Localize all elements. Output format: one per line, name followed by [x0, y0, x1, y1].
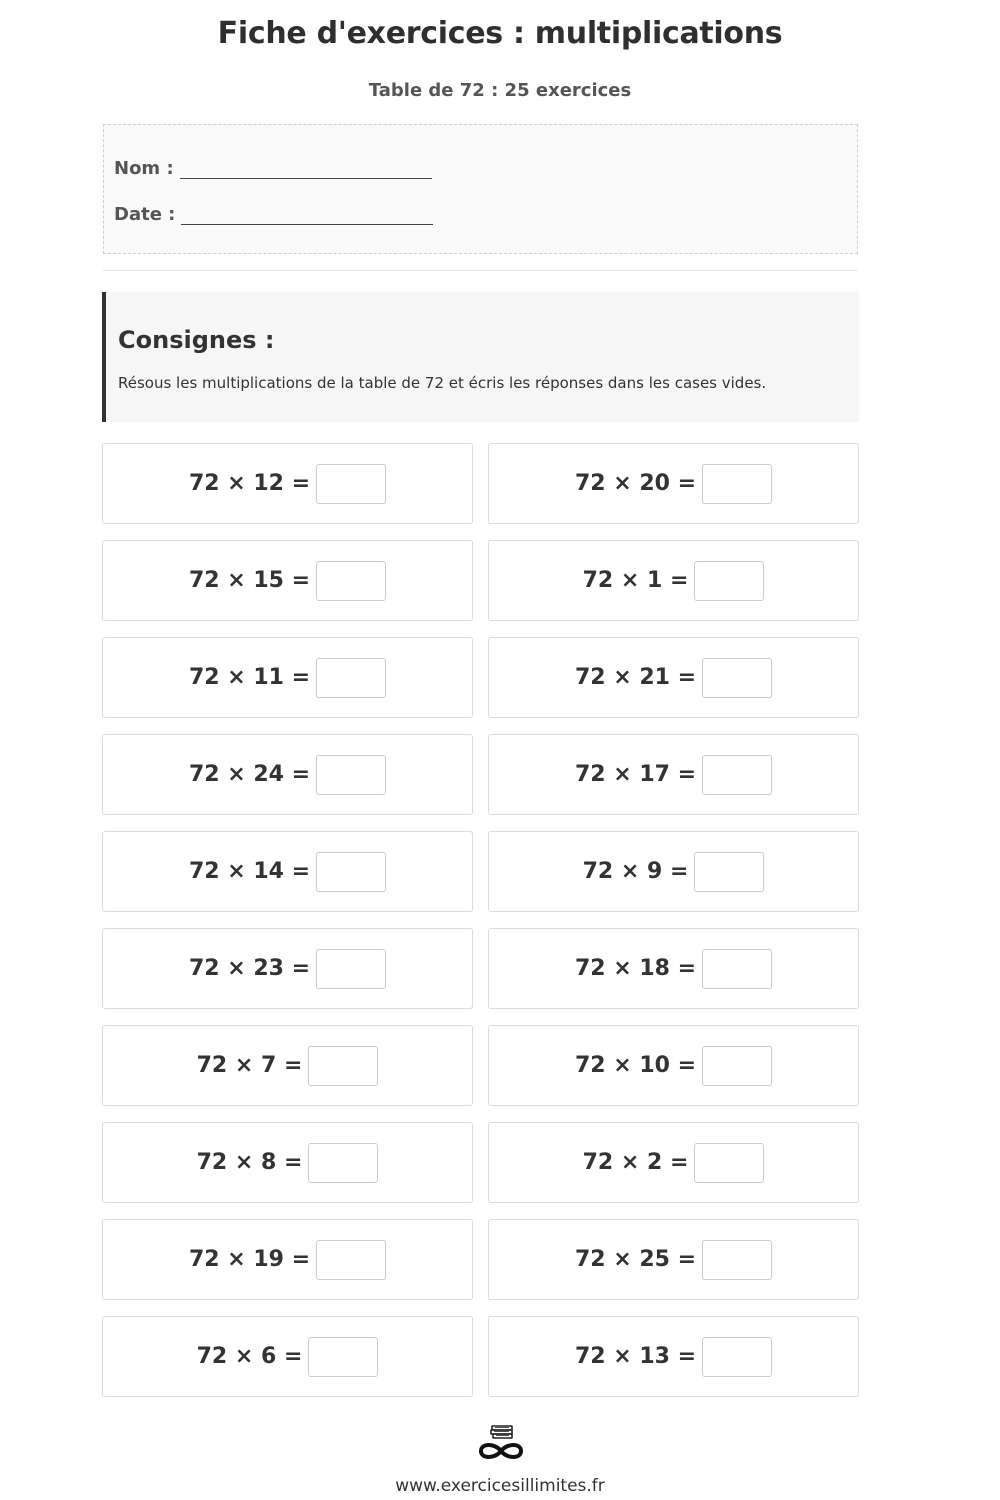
- footer-url: www.exercicesillimites.fr: [395, 1476, 605, 1496]
- exercise-expression: 72 × 13 =: [574, 1344, 697, 1369]
- date-line: [114, 204, 433, 225]
- answer-box[interactable]: [308, 1143, 378, 1183]
- exercise-expression: 72 × 15 =: [188, 568, 311, 593]
- student-info-box: [103, 124, 858, 254]
- answer-box[interactable]: [694, 561, 764, 601]
- exercise-card: [102, 1122, 473, 1203]
- exercise-card: [102, 831, 473, 912]
- name-blank-field[interactable]: [180, 162, 432, 179]
- exercise-expression: 72 × 25 =: [574, 1247, 697, 1272]
- page-title: Fiche d'exercices : multiplications: [217, 16, 783, 51]
- exercise-card: [102, 1025, 473, 1106]
- answer-box[interactable]: [702, 464, 772, 504]
- answer-box[interactable]: [702, 755, 772, 795]
- answer-box[interactable]: [694, 1143, 764, 1183]
- name-label: Nom :: [114, 158, 174, 179]
- name-line: [114, 158, 432, 179]
- answer-box[interactable]: [316, 852, 386, 892]
- answer-box[interactable]: [316, 658, 386, 698]
- answer-box[interactable]: [316, 561, 386, 601]
- exercise-card: [102, 928, 473, 1009]
- exercise-expression: 72 × 11 =: [188, 665, 311, 690]
- answer-box[interactable]: [702, 1240, 772, 1280]
- answer-box[interactable]: [702, 1337, 772, 1377]
- exercise-expression: 72 × 19 =: [188, 1247, 311, 1272]
- exercise-expression: 72 × 24 =: [188, 762, 311, 787]
- exercise-card: [102, 443, 473, 524]
- answer-box[interactable]: [316, 949, 386, 989]
- exercise-card: [488, 1025, 859, 1106]
- answer-box[interactable]: [316, 1240, 386, 1280]
- exercise-card: [488, 1316, 859, 1397]
- exercise-card: [102, 1316, 473, 1397]
- exercise-expression: 72 × 23 =: [188, 956, 311, 981]
- answer-box[interactable]: [316, 464, 386, 504]
- answer-box[interactable]: [308, 1046, 378, 1086]
- exercise-expression: 72 × 20 =: [574, 471, 697, 496]
- divider: [103, 270, 858, 271]
- exercise-expression: 72 × 17 =: [574, 762, 697, 787]
- exercise-expression: 72 × 6 =: [196, 1344, 303, 1369]
- date-blank-field[interactable]: [181, 208, 433, 225]
- exercise-expression: 72 × 2 =: [582, 1150, 689, 1175]
- answer-box[interactable]: [702, 658, 772, 698]
- answer-box[interactable]: [702, 949, 772, 989]
- exercise-card: [488, 637, 859, 718]
- instructions-text: Résous les multiplications de la table de 72 et écris les réponses dans les cases vides.: [118, 374, 767, 392]
- exercise-expression: 72 × 9 =: [582, 859, 689, 884]
- exercise-card: [488, 734, 859, 815]
- exercise-card: [488, 928, 859, 1009]
- exercise-card: [488, 831, 859, 912]
- exercise-expression: 72 × 7 =: [196, 1053, 303, 1078]
- answer-box[interactable]: [308, 1337, 378, 1377]
- exercise-expression: 72 × 18 =: [574, 956, 697, 981]
- exercise-expression: 72 × 10 =: [574, 1053, 697, 1078]
- answer-box[interactable]: [702, 1046, 772, 1086]
- instructions-heading: Consignes :: [118, 326, 275, 354]
- exercise-card: [102, 1219, 473, 1300]
- infinity-books-logo-icon: [476, 1424, 526, 1464]
- exercise-expression: 72 × 8 =: [196, 1150, 303, 1175]
- exercise-grid: [102, 443, 859, 1397]
- exercise-card: [488, 540, 859, 621]
- exercise-expression: 72 × 21 =: [574, 665, 697, 690]
- exercise-card: [488, 443, 859, 524]
- exercise-expression: 72 × 1 =: [582, 568, 689, 593]
- exercise-expression: 72 × 14 =: [188, 859, 311, 884]
- date-label: Date :: [114, 204, 176, 225]
- exercise-expression: 72 × 12 =: [188, 471, 311, 496]
- answer-box[interactable]: [316, 755, 386, 795]
- exercise-card: [102, 637, 473, 718]
- page-subtitle: Table de 72 : 25 exercices: [368, 80, 632, 101]
- instructions-box: [102, 292, 859, 422]
- exercise-card: [488, 1219, 859, 1300]
- exercise-card: [102, 734, 473, 815]
- exercise-card: [488, 1122, 859, 1203]
- answer-box[interactable]: [694, 852, 764, 892]
- exercise-card: [102, 540, 473, 621]
